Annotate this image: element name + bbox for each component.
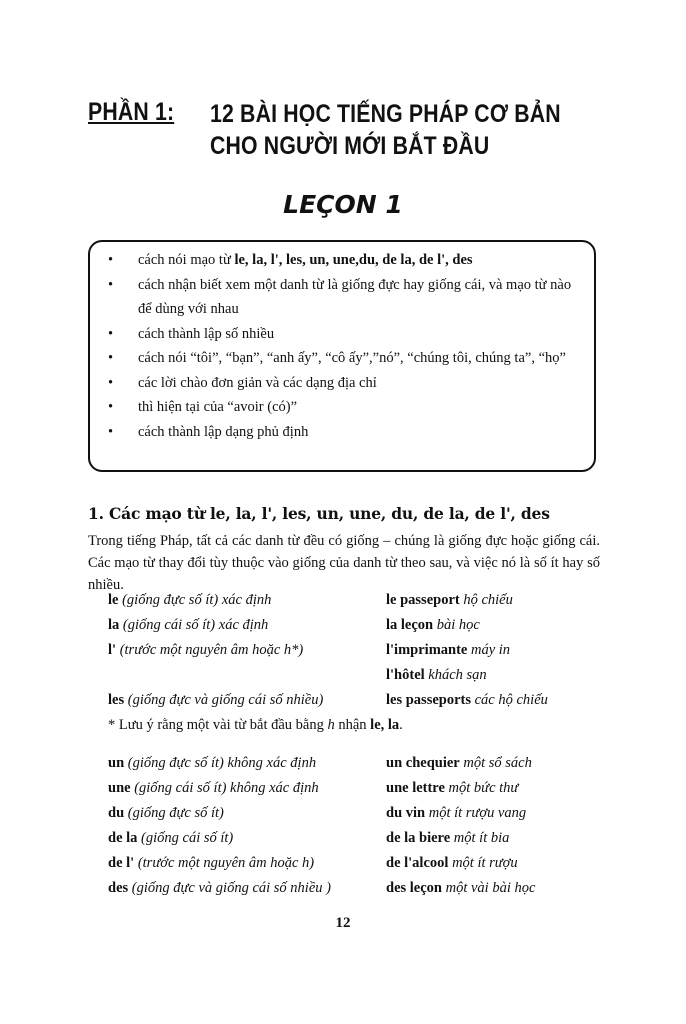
objective-item [108,346,580,371]
article-word: une [108,780,131,796]
objective-text: cách thành lập dạng phủ định [138,423,309,440]
bullet-icon: • [108,350,114,366]
example-translation: máy in [467,642,511,658]
article-row [108,755,588,780]
intro-paragraph: Trong tiếng Pháp, tất cả các danh từ đều có giống – chúng là giống đực hoặc giống cái. Các mạo từ thay đổi tùy thuộc vào giống của danh từ theo sau, và việc nó là số ít hay số nhiều. [88,533,600,593]
bullet-icon: • [108,276,114,293]
objective-text: thì hiện tại của “avoir (có)” [138,399,298,415]
example-word: un chequier [386,755,460,771]
example-translation: khách sạn [424,667,487,683]
example-word: de la biere [386,830,451,846]
article-description: (trước một nguyên âm hoặc h*) [116,642,304,658]
article-row [108,805,588,830]
example-word: une lettre [386,780,445,796]
article-row [108,880,588,905]
objective-item [108,395,580,420]
example-translation: hộ chiếu [459,592,513,608]
objective-articles: le, la, l', les, un, une,du, de la, de l', des [234,252,473,268]
example-translation: một sổ sách [459,755,532,771]
article-row [108,855,588,880]
article-row [108,780,588,805]
page-number: 12 [335,915,351,931]
example-translation: một vài bài học [441,880,536,896]
example-word: les passeports [386,692,471,708]
h-note [108,717,588,743]
example-translation: một ít bia [450,830,510,846]
article-description: (giống đực số ít) [124,805,224,821]
example-translation: một ít rượu vang [425,805,527,821]
article-description: (giống cái số ít) xác định [119,617,269,633]
article-word: des [108,880,129,896]
note-text-end: . [399,717,403,733]
objective-item [108,248,580,273]
article-description: (giống cái số ít) [137,830,234,846]
article-word: un [108,755,125,771]
example-word: du vin [386,805,426,821]
example-word: des leçon [386,880,442,896]
section-heading: 1. Các mạo từ le, la, l', les, un, une, du, de la, de l', des [88,504,550,523]
bullet-icon: • [108,423,114,440]
article-word: de la [108,830,138,846]
example-word: la leçon [386,617,434,633]
article-word: de l' [108,855,135,871]
bullet-icon: • [108,374,114,391]
objective-item [108,322,580,347]
article-word: du [108,805,125,821]
bullet-icon: • [108,252,114,268]
objective-text: cách nói mạo từ [138,252,235,268]
bullet-icon: • [108,399,114,415]
article-description: (giống đực số ít) xác định [118,592,272,608]
objectives-box [88,240,596,472]
articles-list [108,592,588,905]
part-title [210,98,561,162]
objective-item [108,273,580,322]
article-row [108,667,588,692]
part-title-line-2: CHO NGƯỜI MỚI BẮT ĐẦU [210,132,490,160]
bullet-icon: • [108,325,114,342]
article-row [108,592,588,617]
article-description: (giống đực số ít) không xác định [124,755,317,771]
article-word: la [108,617,120,633]
article-word: l' [108,642,117,658]
lesson-title: LEÇON 1 [283,190,403,219]
example-translation: một bức thư [444,780,519,796]
article-row [108,692,588,717]
note-text-mid: nhận [334,717,371,733]
spacer [108,743,588,755]
part-title-line-1: 12 BÀI HỌC TIẾNG PHÁP CƠ BẢN [210,100,561,128]
example-translation: bài học [433,617,480,633]
example-word: l'imprimante [386,642,468,658]
objective-item [108,420,580,445]
article-row [108,642,588,667]
article-description: (giống đực và giống cái số nhiều ) [128,880,331,896]
part-label: PHẦN 1: [88,98,175,126]
example-word: de l'alcool [386,855,449,871]
article-word: les [108,692,125,708]
article-description: (trước một nguyên âm hoặc h) [134,855,315,871]
article-word: le [108,592,119,608]
objective-text: cách nói “tôi”, “bạn”, “anh ấy”, “cô ấy”,”nó”, “chúng tôi, chúng ta”, “họ” [138,350,566,366]
note-articles: le, la [370,717,400,733]
example-word: l'hôtel [386,667,425,683]
objective-item [108,371,580,396]
example-translation: một ít rượu [448,855,518,871]
note-text: * Lưu ý rằng một vài từ bắt đầu bằng [108,717,328,733]
objective-text: cách nhận biết xem một danh từ là giống đực hay giống cái, và mạo từ nào để dùng với nhau [138,276,572,317]
article-description: (giống đực và giống cái số nhiều) [124,692,324,708]
article-row [108,617,588,642]
note-h: h [327,717,335,733]
example-translation: các hộ chiếu [471,692,548,708]
objective-text: các lời chào đơn giản và các dạng địa chỉ [138,374,377,391]
objective-text: cách thành lập số nhiều [138,325,275,342]
example-word: le passeport [386,592,460,608]
article-row [108,830,588,855]
article-description: (giống cái số ít) không xác định [130,780,319,796]
